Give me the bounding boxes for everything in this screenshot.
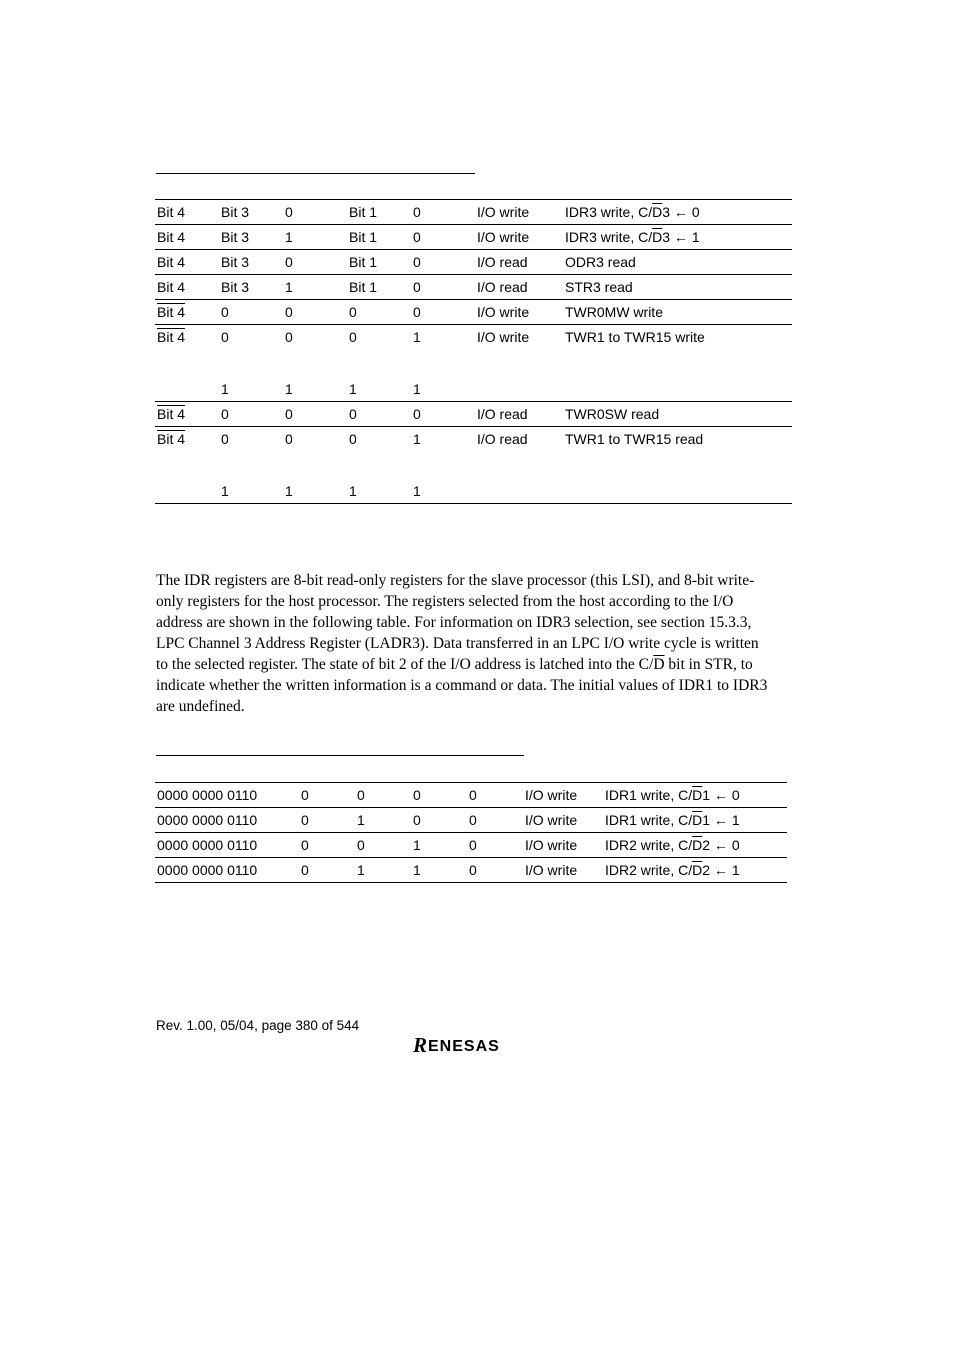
cell-2: 0 (299, 808, 355, 833)
cell-5: 0 (467, 783, 523, 808)
cell-4: Bit 1 (347, 250, 411, 275)
cell-6: I/O write (475, 325, 563, 354)
cell-1: 0000 0000 0110 (155, 783, 299, 808)
cell-empty (411, 455, 475, 479)
cell-description (563, 225, 792, 250)
cell-description (563, 300, 792, 325)
para-line: The IDR registers are 8-bit read-only registers for the slave processor (this LSI), and 8-bit write- (156, 572, 755, 589)
cell-empty (283, 455, 347, 479)
cell-5: 0 (467, 833, 523, 858)
svg-text:ENESAS: ENESAS (428, 1038, 500, 1055)
desc-overline: $\overline{D}$ (692, 837, 703, 853)
desc-post: 2 ← 0 (702, 837, 740, 853)
cell-cont: 1 (221, 381, 229, 397)
para-line: LPC Channel 3 Address Register (LADR3). Data transferred in an LPC I/O write cycle is written (156, 635, 759, 652)
cell-4: 0 (347, 427, 411, 456)
desc-pre: TWR1 to TWR15 read (565, 431, 704, 447)
cell-1-overline: Bit 4 (157, 329, 186, 345)
cell-empty (219, 455, 283, 479)
cell-cont: 1 (285, 381, 293, 397)
table-row (155, 275, 792, 300)
desc-post: 3 ← 0 (662, 204, 700, 220)
cell-empty (155, 479, 219, 504)
cell-empty (563, 353, 792, 377)
cell-1: Bit 4 (155, 275, 219, 300)
cell-cont: 1 (283, 479, 347, 504)
cell-2: Bit 3 (219, 250, 283, 275)
table-row-gap (155, 353, 792, 377)
cell-description (603, 833, 787, 858)
cell-5: 0 (411, 250, 475, 275)
desc-pre: TWR0SW read (565, 406, 660, 422)
table1 (155, 199, 792, 504)
cell-4: 0 (347, 402, 411, 427)
cell-empty (475, 353, 563, 377)
table-row (155, 858, 787, 883)
cell-3: 0 (283, 200, 347, 225)
desc-post: 2 ← 1 (702, 862, 740, 878)
cell-1: Bit 4 (155, 250, 219, 275)
cell-5: 0 (411, 275, 475, 300)
cell-5: 0 (467, 858, 523, 883)
cell-1: Bit 4 (155, 225, 219, 250)
cell-3: 0 (355, 783, 411, 808)
cell-6: I/O write (475, 300, 563, 325)
table-row (155, 200, 792, 225)
cell-4: 0 (347, 300, 411, 325)
cell-5: 0 (467, 808, 523, 833)
desc-pre: ODR3 read (565, 254, 636, 270)
cell-3: 0 (283, 300, 347, 325)
table-row (155, 250, 792, 275)
cell-3: 0 (283, 427, 347, 456)
desc-pre: IDR2 write, C/ (605, 862, 693, 878)
cell-4: 1 (411, 858, 467, 883)
para-line: only registers for the host processor. The registers selected from the host according to the I/O (156, 593, 734, 610)
cell-5: 0 (411, 225, 475, 250)
cell-description (603, 858, 787, 883)
desc-overline: $\overline{D}$ (692, 812, 703, 828)
cell-empty (347, 455, 411, 479)
cell-cont: 1 (413, 381, 421, 397)
cell-cont: 1 (347, 479, 411, 504)
cell-4: 0 (347, 325, 411, 354)
cell-6: I/O write (523, 833, 603, 858)
cell-description (563, 275, 792, 300)
cell-6: I/O write (523, 808, 603, 833)
cell-2: Bit 3 (219, 200, 283, 225)
para-line (156, 654, 792, 675)
cell-3: 0 (355, 833, 411, 858)
cell-4: 0 (411, 808, 467, 833)
table-row (155, 808, 787, 833)
desc-pre: STR3 read (565, 279, 633, 295)
cell-empty (563, 479, 792, 504)
cell-1: 0000 0000 0110 (155, 833, 299, 858)
cell-description (563, 200, 792, 225)
cell-6: I/O write (475, 225, 563, 250)
table2-body (155, 783, 787, 883)
cell-empty (475, 479, 563, 504)
table-row (155, 300, 792, 325)
cell-empty (155, 455, 219, 479)
cell-1-overline: Bit 4 (157, 431, 186, 447)
cell-empty (563, 377, 792, 402)
cell-2: Bit 3 (219, 225, 283, 250)
cell-5: 0 (411, 300, 475, 325)
cell-3: 1 (283, 225, 347, 250)
para-line-post: bit in STR, to (664, 656, 753, 673)
cell-2: 0 (299, 858, 355, 883)
cell-3: 1 (355, 808, 411, 833)
desc-pre: IDR1 write, C/ (605, 787, 693, 803)
cell-2: 0 (219, 402, 283, 427)
cell-description (603, 808, 787, 833)
desc-post: 3 ← 1 (662, 229, 700, 245)
cell-2: 0 (219, 427, 283, 456)
cell-empty (283, 353, 347, 377)
desc-overline: $\overline{D}$ (652, 204, 663, 220)
table-row (155, 325, 792, 354)
cell-3: 0 (283, 402, 347, 427)
cell-6: I/O write (523, 783, 603, 808)
table1-body (155, 200, 792, 504)
cell-6: I/O write (475, 200, 563, 225)
desc-pre: IDR3 write, C/ (565, 229, 653, 245)
cell-empty (475, 455, 563, 479)
cell-description (563, 402, 792, 427)
table-row (155, 402, 792, 427)
cell-4: 0 (411, 783, 467, 808)
cell-5: 0 (411, 402, 475, 427)
cell-empty (219, 353, 283, 377)
cell-4: 1 (411, 833, 467, 858)
cell-4: Bit 1 (347, 225, 411, 250)
table2 (155, 782, 787, 883)
cell-1: Bit 4 (155, 200, 219, 225)
desc-pre: TWR0MW write (565, 304, 663, 320)
cell-1 (155, 402, 219, 427)
cell-cont: 1 (219, 479, 283, 504)
desc-pre: IDR1 write, C/ (605, 812, 693, 828)
table-row (155, 427, 792, 456)
table2-heading-rule (156, 755, 524, 756)
cell-1 (155, 325, 219, 354)
cell-2: 0 (219, 325, 283, 354)
cell-empty (155, 377, 219, 402)
table-row-continuation (155, 377, 792, 402)
para-line: address are shown in the following table. For information on IDR3 selection, see section 15.3.3, (156, 614, 752, 631)
cell-description (563, 250, 792, 275)
cell-5: 1 (411, 427, 475, 456)
table-row (155, 225, 792, 250)
cell-6: I/O read (475, 275, 563, 300)
cell-empty (475, 377, 563, 402)
cell-5: 1 (411, 325, 475, 354)
table-row (155, 783, 787, 808)
desc-overline: $\overline{D}$ (692, 787, 703, 803)
para-line-overline: $\overline{D}$ (653, 656, 665, 673)
desc-overline: $\overline{D}$ (692, 862, 703, 878)
cell-2: Bit 3 (219, 275, 283, 300)
cell-empty (347, 353, 411, 377)
table-row-gap (155, 455, 792, 479)
para-line: are undefined. (156, 698, 245, 715)
desc-overline: $\overline{D}$ (652, 229, 663, 245)
desc-pre: IDR2 write, C/ (605, 837, 693, 853)
body-paragraph (156, 570, 792, 717)
para-line-pre: to the selected register. The state of bit 2 of the I/O address is latched into the C/ (156, 656, 654, 673)
cell-4: Bit 1 (347, 200, 411, 225)
cell-4: Bit 1 (347, 275, 411, 300)
table-row (155, 833, 787, 858)
cell-description (563, 427, 792, 456)
cell-2: 0 (299, 833, 355, 858)
cell-description (603, 783, 787, 808)
cell-6: I/O read (475, 402, 563, 427)
cell-3: 1 (355, 858, 411, 883)
cell-3: 1 (283, 275, 347, 300)
cell-empty (563, 455, 792, 479)
cell-empty (411, 353, 475, 377)
cell-1 (155, 427, 219, 456)
para-line: indicate whether the written information is a command or data. The initial values of IDR1 to IDR3 (156, 677, 768, 694)
cell-2: 0 (219, 300, 283, 325)
cell-5: 0 (411, 200, 475, 225)
cell-3: 0 (283, 250, 347, 275)
cell-empty (155, 353, 219, 377)
cell-1: 0000 0000 0110 (155, 808, 299, 833)
table1-heading-rule (156, 173, 475, 174)
cell-1: 0000 0000 0110 (155, 858, 299, 883)
cell-cont: 1 (349, 381, 357, 397)
cell-1-overline: Bit 4 (157, 406, 186, 422)
cell-6: I/O write (523, 858, 603, 883)
cell-6: I/O read (475, 250, 563, 275)
table-row-continuation (155, 479, 792, 504)
renesas-logo-icon (412, 1035, 534, 1055)
cell-1 (155, 300, 219, 325)
desc-post: 1 ← 1 (702, 812, 740, 828)
cell-3: 0 (283, 325, 347, 354)
cell-description (563, 325, 792, 354)
page-footer: Rev. 1.00, 05/04, page 380 of 544 (156, 1018, 360, 1033)
desc-pre: IDR3 write, C/ (565, 204, 653, 220)
cell-6: I/O read (475, 427, 563, 456)
cell-1-overline: Bit 4 (157, 304, 186, 320)
cell-2: 0 (299, 783, 355, 808)
renesas-logo (412, 1035, 534, 1060)
desc-pre: TWR1 to TWR15 write (565, 329, 705, 345)
cell-cont: 1 (411, 479, 475, 504)
svg-text:R: R (413, 1035, 428, 1055)
desc-post: 1 ← 0 (702, 787, 740, 803)
